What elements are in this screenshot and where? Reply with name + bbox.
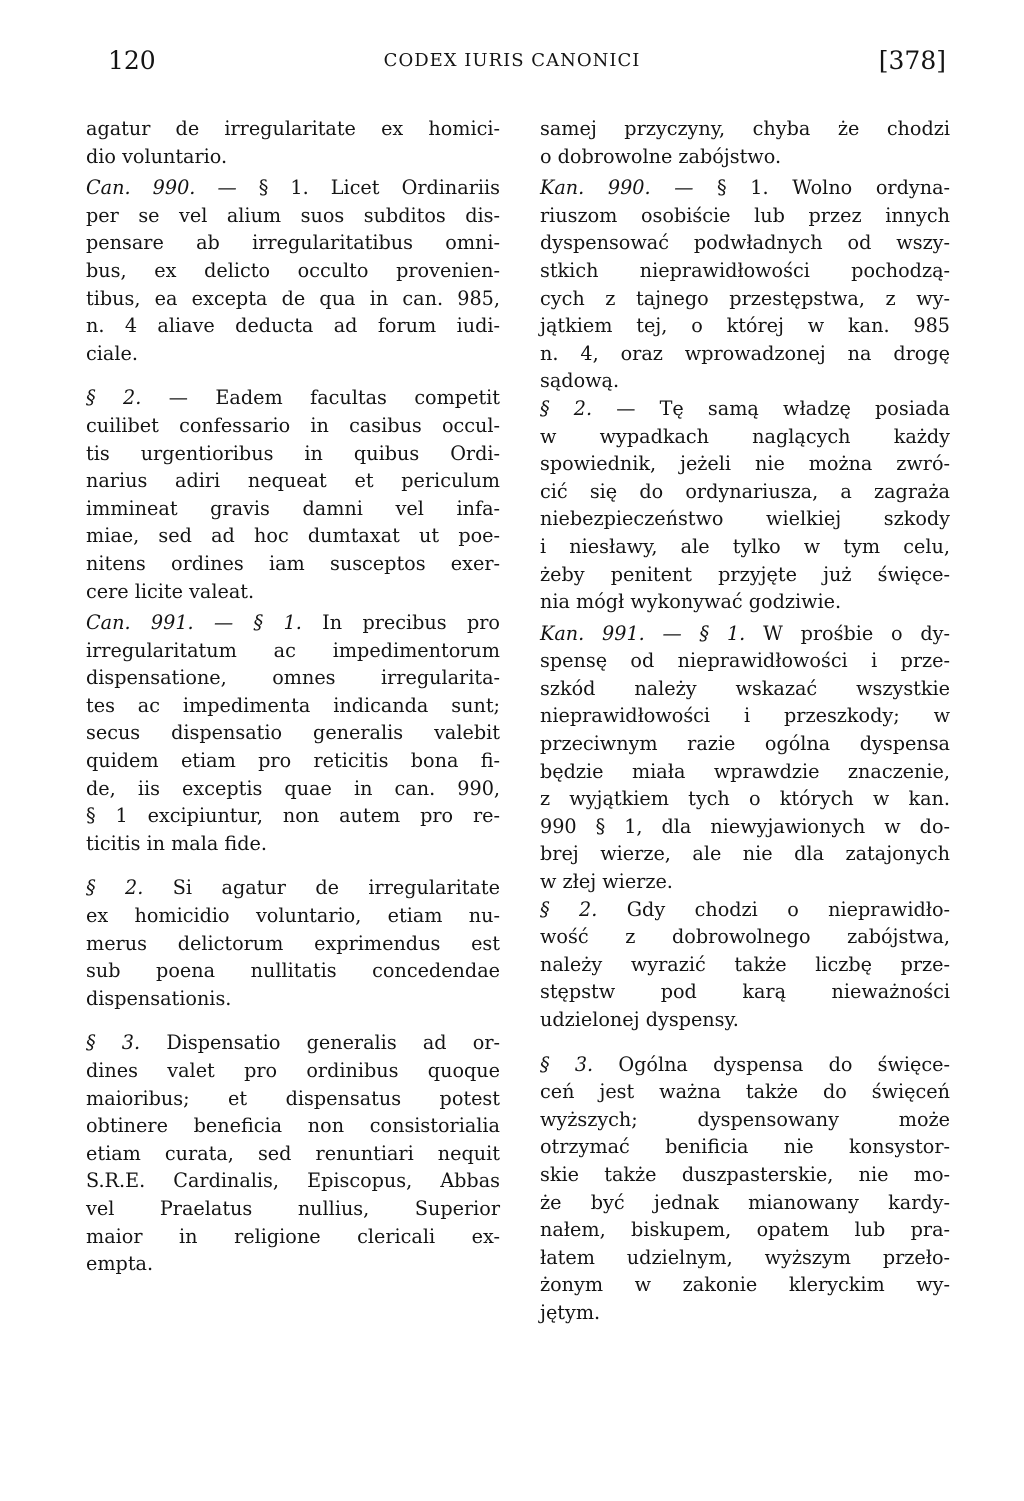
text-line: n. 4 aliave deducta ad forum iudi- bbox=[86, 314, 500, 338]
latin-continuation bbox=[86, 115, 500, 170]
latin-canon-990-par-1 bbox=[86, 174, 500, 367]
paragraph-lead: § 2. bbox=[86, 876, 144, 900]
bracketed-page-number: [378] bbox=[878, 46, 946, 75]
text-line: w wypadkach naglących każdy bbox=[540, 424, 950, 448]
polish-column bbox=[540, 115, 950, 1327]
running-title: CODEX IURIS CANONICI bbox=[383, 50, 641, 71]
text-line: o dobrowolne zabójstwo. bbox=[540, 144, 782, 168]
text-line: niebezpieczeństwo wielkiej szkody bbox=[540, 507, 950, 531]
text-line: ticitis in mala fide. bbox=[86, 831, 267, 855]
text-line: empta. bbox=[86, 1252, 154, 1276]
polish-kan-991-par-3 bbox=[540, 1051, 950, 1327]
text-line: maioribus; et dispensatus potest bbox=[86, 1086, 500, 1110]
text-line: że być jednak mianowany kardy- bbox=[540, 1190, 950, 1214]
text-line: Can. 991. — § 1. In precibus pro bbox=[86, 611, 500, 635]
text-line: S.R.E. Cardinalis, Episcopus, Abbas bbox=[86, 1169, 500, 1193]
text-line: secus dispensatio generalis valebit bbox=[86, 721, 500, 745]
text-line: cych z tajnego przestępstwa, z wy- bbox=[540, 286, 950, 310]
text-line: per se vel alium suos subditos dis- bbox=[86, 203, 500, 227]
text-line: spowiednik, jeżeli nie można zwró- bbox=[540, 452, 950, 476]
text-line: pensare ab irregularitatibus omni- bbox=[86, 231, 500, 255]
text-line: brej wierze, ale nie dla zatajonych bbox=[540, 842, 950, 866]
text-line: merus delictorum exprimendus est bbox=[86, 931, 500, 955]
text-line: etiam curata, sed renuntiari nequit bbox=[86, 1141, 500, 1165]
text-line: nitens ordines iam susceptos exer- bbox=[86, 551, 500, 575]
text-line: riuszom osobiście lub przez innych bbox=[540, 203, 950, 227]
text-line: irregularitatum ac impedimentorum bbox=[86, 638, 500, 662]
text-line: tibus, ea excepta de qua in can. 985, bbox=[86, 286, 500, 310]
text-line: skie także duszpasterskie, nie mo- bbox=[540, 1162, 950, 1186]
text-line: będzie miała wprawdzie znaczenie, bbox=[540, 759, 950, 783]
text-line: spensę od nieprawidłowości i prze- bbox=[540, 649, 950, 673]
text-line: należy wyrazić także liczbę prze- bbox=[540, 952, 950, 976]
text-line: jątkiem tej, o której w kan. 985 bbox=[540, 314, 950, 338]
page-number: 120 bbox=[108, 46, 156, 75]
text-line: szkód należy wskazać wszystkie bbox=[540, 676, 950, 700]
text-line: § 3. Dispensatio generalis ad or- bbox=[86, 1031, 501, 1055]
text-line: cere licite valeat. bbox=[86, 579, 255, 603]
canon-lead: Can. 991. — § 1. bbox=[86, 611, 302, 635]
text-line: nieprawidłowości i przeszkody; w bbox=[540, 704, 950, 728]
canon-lead: Can. 990. — bbox=[86, 176, 237, 200]
text-line: cuilibet confessario in casibus occul- bbox=[86, 413, 500, 437]
text-line: dispensatione, omnes irregularita- bbox=[86, 666, 500, 690]
canon-lead: Kan. 991. — § 1. bbox=[540, 621, 746, 645]
paragraph-lead: § 2. bbox=[540, 897, 598, 921]
text-line: § 3. Ogólna dyspensa do święce- bbox=[540, 1052, 950, 1076]
text-line: i niesławy, ale tylko w tym celu, bbox=[540, 534, 950, 558]
text-line: § 2. Si agatur de irregularitate bbox=[86, 876, 500, 900]
page-header bbox=[0, 40, 1024, 80]
text-line: jętym. bbox=[540, 1300, 601, 1324]
text-line: z wyjątkiem tych o których w kan. bbox=[540, 787, 950, 811]
latin-canon-991-par-1 bbox=[86, 609, 500, 857]
latin-canon-991-par-3 bbox=[86, 1029, 500, 1277]
text-line: 990 § 1, dla niewyjawionych w do- bbox=[540, 814, 950, 838]
text-line: samej przyczyny, chyba że chodzi bbox=[540, 117, 950, 140]
text-line: tis urgentioribus in quibus Ordi- bbox=[86, 441, 500, 465]
text-line: immineat gravis damni vel infa- bbox=[86, 496, 500, 520]
latin-canon-990-par-2 bbox=[86, 384, 500, 605]
text-line: dyspensować podwładnych od wszy- bbox=[540, 231, 950, 255]
text-line: ciale. bbox=[86, 341, 138, 365]
polish-kan-990-par-1 bbox=[540, 174, 950, 395]
text-line: sądową. bbox=[540, 369, 620, 393]
text-line: miae, sed ad hoc dumtaxat ut poe- bbox=[86, 524, 500, 548]
paragraph-lead: § 3. bbox=[86, 1031, 141, 1055]
polish-kan-991-par-1 bbox=[540, 620, 950, 896]
text-line: agatur de irregularitate ex homici- bbox=[86, 117, 500, 140]
text-line: wość z dobrowolnego zabójstwa, bbox=[540, 925, 950, 949]
text-line: stępstw pod karą nieważności bbox=[540, 980, 950, 1004]
text-line: nałem, biskupem, opatem lub pra- bbox=[540, 1218, 950, 1242]
polish-kan-991-par-2 bbox=[540, 896, 950, 1034]
text-line: § 2. — Tę samą władzę posiada bbox=[540, 396, 950, 420]
text-line: wyższych; dyspensowany może bbox=[540, 1107, 950, 1131]
text-line: vel Praelatus nullius, Superior bbox=[86, 1196, 500, 1220]
paragraph-lead: § 2. bbox=[540, 396, 593, 420]
text-line: nia mógł wykonywać godziwie. bbox=[540, 590, 842, 614]
text-line: Kan. 991. — § 1. W prośbie o dy- bbox=[540, 621, 950, 645]
text-line: quidem etiam pro reticitis bona fi- bbox=[86, 749, 500, 773]
text-line: w złej wierze. bbox=[540, 870, 673, 894]
text-line: tes ac impedimenta indicanda sunt; bbox=[86, 693, 500, 717]
text-line: otrzymać benificia nie konsystor- bbox=[540, 1135, 950, 1159]
polish-continuation bbox=[540, 115, 950, 170]
text-line: ex homicidio voluntario, etiam nu- bbox=[86, 904, 500, 928]
text-line: cić się do ordynariusza, a zagraża bbox=[540, 479, 950, 503]
canon-lead: Kan. 990. — bbox=[540, 176, 694, 200]
text-line: obtinere beneficia non consistorialia bbox=[86, 1114, 500, 1138]
text-line: żeby penitent przyjęte już święce- bbox=[540, 562, 950, 586]
text-line: narius adiri nequeat et periculum bbox=[86, 469, 500, 493]
text-line: de, iis exceptis quae in can. 990, bbox=[86, 776, 500, 800]
text-line: żonym w zakonie kleryckim wy- bbox=[540, 1273, 950, 1297]
text-line: ceń jest ważna także do święceń bbox=[540, 1080, 950, 1104]
text-line: łatem udzielnym, wyższym przeło- bbox=[540, 1245, 950, 1269]
text-line: dines valet pro ordinibus quoque bbox=[86, 1059, 500, 1082]
latin-canon-991-par-2 bbox=[86, 874, 500, 1012]
text-line: udzielonej dyspensy. bbox=[540, 1008, 739, 1031]
paragraph-lead: § 2. bbox=[86, 386, 142, 410]
text-line: maior in religione clericali ex- bbox=[86, 1224, 500, 1248]
paragraph-lead: § 3. bbox=[540, 1052, 594, 1076]
text-line: § 2. Gdy chodzi o nieprawidło- bbox=[540, 897, 950, 921]
text-line: Kan. 990. — § 1. Wolno ordyna- bbox=[540, 176, 950, 200]
text-line: Can. 990. — § 1. Licet Ordinariis bbox=[86, 176, 500, 200]
text-line: przeciwnym razie ogólna dyspensa bbox=[540, 732, 950, 756]
latin-column bbox=[86, 115, 500, 1278]
text-line: stkich nieprawidłowości pochodzą- bbox=[540, 258, 950, 282]
text-line: dispensationis. bbox=[86, 986, 232, 1010]
text-line: § 2. — Eadem facultas competit bbox=[86, 386, 501, 410]
text-line: n. 4, oraz wprowadzonej na drogę bbox=[540, 341, 950, 365]
text-line: bus, ex delicto occulto provenien- bbox=[86, 258, 500, 282]
text-line: sub poena nullitatis concedendae bbox=[86, 959, 500, 983]
text-line: dio voluntario. bbox=[86, 144, 228, 168]
text-line: § 1 excipiuntur, non autem pro re- bbox=[86, 804, 500, 828]
polish-kan-990-par-2 bbox=[540, 395, 950, 616]
